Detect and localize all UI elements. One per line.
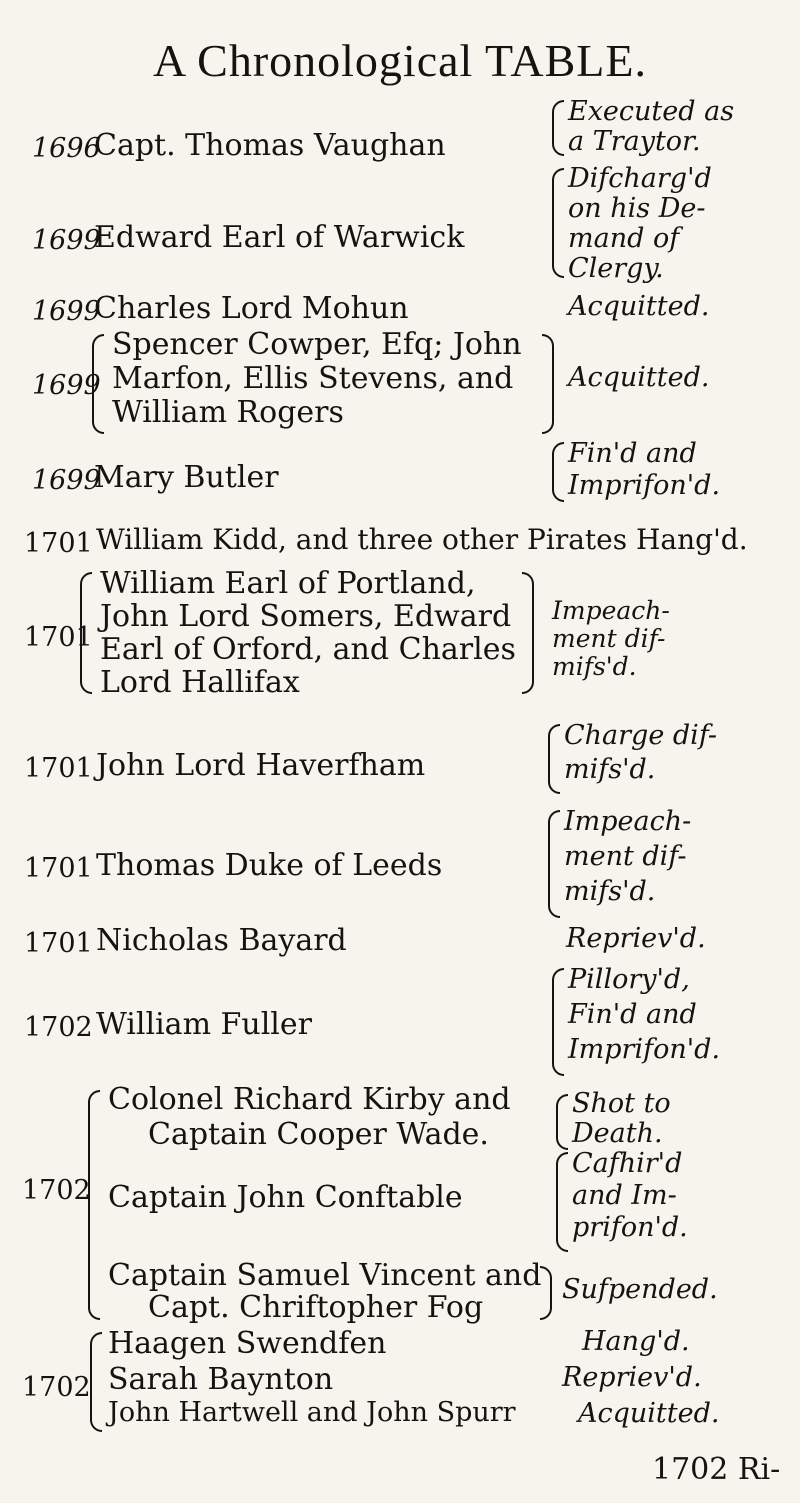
entry-name: William Kidd, and three other Pirates Hang'd. [96, 523, 748, 556]
entry-year: 1701 [24, 753, 93, 784]
verdict-line: Charge dif- [564, 720, 717, 751]
entry-year: 1701 [24, 853, 93, 884]
entry-name-line: John Hartwell and John Spurr [108, 1397, 516, 1428]
brace-right-close [542, 334, 554, 434]
entry-name-line: Sarah Baynton [108, 1362, 334, 1397]
entry-name: Edward Earl of Warwick [94, 220, 465, 255]
entry-year: 1701 [24, 528, 93, 559]
brace-left-group [92, 334, 104, 434]
entry-name: John Lord Haverfham [96, 748, 426, 783]
verdict-line: mifs'd. [564, 754, 656, 785]
verdict-line: Impeach- [552, 596, 670, 625]
entry-name-line: John Lord Somers, Edward [100, 599, 512, 634]
brace-right-group [548, 724, 560, 794]
brace-right-group [548, 810, 560, 918]
page-title: A Chronological TABLE. [152, 35, 648, 86]
brace-right-group [552, 442, 564, 502]
entry-name-line: Captain John Conftable [108, 1180, 463, 1215]
verdict-line: Acquitted. [568, 362, 710, 393]
verdict-line: Sufpended. [562, 1274, 718, 1305]
verdict-line: Imprifon'd. [568, 470, 721, 501]
brace-right-group [552, 168, 564, 278]
catchword: 1702 Ri- [652, 1452, 781, 1487]
verdict-line: and Im- [572, 1180, 677, 1211]
verdict-line: Hang'd. [582, 1326, 690, 1357]
entry-year: 1701 [24, 622, 93, 653]
entry-year: 1702 [24, 1012, 93, 1043]
verdict-line: a Traytor. [568, 126, 701, 157]
entry-name-line: William Earl of Portland, [100, 566, 476, 601]
entry-name-line: Haagen Swendfen [108, 1326, 387, 1361]
verdict-line: ment dif- [552, 624, 666, 653]
verdict-line: Fin'd and [568, 999, 697, 1030]
verdict-line: Executed as [568, 96, 735, 127]
entry-name: Charles Lord Mohun [94, 291, 409, 326]
entry-name: Capt. Thomas Vaughan [94, 128, 446, 163]
verdict-line: Clergy. [568, 253, 664, 284]
entry-year: 1701 [24, 928, 93, 959]
entry-year: 1699 [32, 465, 101, 496]
verdict-line: Impeach- [564, 806, 692, 837]
entry-name-line: Marfon, Ellis Stevens, and [112, 361, 514, 396]
brace-left-group [88, 1090, 100, 1320]
entry-name-line: Spencer Cowper, Efq; John [112, 327, 522, 362]
brace-left-group [80, 572, 92, 694]
verdict-line: Fin'd and [568, 438, 697, 469]
entry-name-line: Captain Samuel Vincent and [108, 1258, 542, 1293]
entry-name-line: Colonel Richard Kirby and [108, 1082, 511, 1117]
brace-right-group [556, 1152, 568, 1252]
entry-name: William Fuller [96, 1007, 312, 1042]
entry-year: 1702 [22, 1175, 91, 1206]
entry-year: 1699 [32, 296, 101, 327]
verdict-line: Acquitted. [568, 291, 710, 322]
entry-year: 1696 [32, 133, 101, 164]
entry-name: Nicholas Bayard [96, 923, 347, 958]
brace-right-close [540, 1266, 552, 1320]
verdict-line: Pillory'd, [568, 964, 690, 995]
verdict-line: mand of [568, 223, 680, 254]
verdict-line: mifs'd. [552, 652, 637, 681]
entry-year: 1699 [32, 370, 101, 401]
entry-name: Thomas Duke of Leeds [96, 848, 443, 883]
verdict-line: Difcharg'd [568, 163, 712, 194]
verdict-line: mifs'd. [564, 876, 656, 907]
brace-right-group [552, 968, 564, 1076]
entry-year: 1702 [22, 1372, 91, 1403]
verdict-line: Shot to [572, 1088, 671, 1119]
verdict-line: prifon'd. [572, 1212, 688, 1243]
verdict-line: Repriev'd. [566, 923, 706, 954]
brace-right-group [552, 100, 564, 156]
verdict-line: Death. [572, 1118, 663, 1149]
entry-name-line: Captain Cooper Wade. [148, 1117, 489, 1152]
entry-year: 1699 [32, 225, 101, 256]
brace-right-group [556, 1094, 568, 1150]
brace-right-close [522, 572, 534, 694]
verdict-line: Acquitted. [578, 1398, 720, 1429]
verdict-line: Imprifon'd. [568, 1034, 721, 1065]
verdict-line: Repriev'd. [562, 1362, 702, 1393]
entry-name-line: William Rogers [112, 395, 344, 430]
entry-name-line: Earl of Orford, and Charles [100, 632, 516, 667]
verdict-line: on his De- [568, 193, 706, 224]
entry-name-line: Capt. Chriftopher Fog [148, 1290, 484, 1325]
entry-name-line: Lord Hallifax [100, 665, 300, 700]
brace-left-group [90, 1332, 102, 1432]
verdict-line: Cafhir'd [572, 1148, 683, 1179]
entry-name: Mary Butler [94, 460, 279, 495]
verdict-line: ment dif- [564, 841, 687, 872]
